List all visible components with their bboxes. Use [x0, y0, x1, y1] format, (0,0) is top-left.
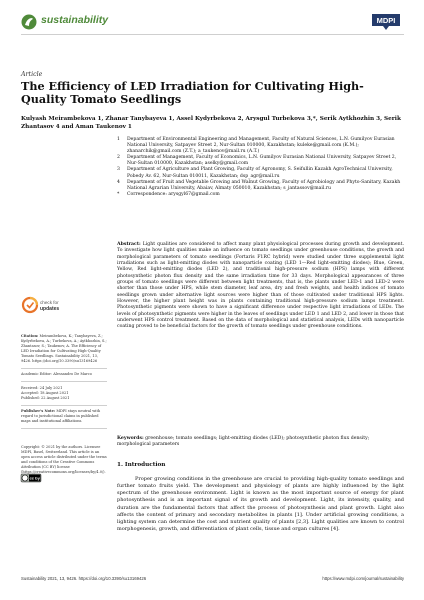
published-date: Published: 22 August 2021 — [21, 395, 70, 400]
check-text-line2: updates — [40, 306, 60, 312]
citation-block — [21, 334, 107, 364]
abstract-text: Light qualities are considered to affect many plant physiological processes during growth and development. To investigate how light qualities make an influence on tomato seedlings under greenhouse conditions, the growth and morphological parameters of tomato seedlings (Fortaris F1RC hybrid) were studied under three supplemental light irradiations such as light-emitting diodes with nanoparticle coating (LED 1—Red light-emitting diodes); Blue, Green, Yellow, Red light-emitting diodes (LED 2), and traditional high-pressure sodium (HPS) lamps with different photosynthetic photon flux density and the same irradiation time for 33 days. Morphological appearances of three groups of tomato seedlings were different between light treatments, that is, the plants under LED-1 and LED-2 were shorter than those under HPS, while stem diameter, leaf area, dry and fresh weights, and health indices of tomato seedlings grown under alternative light sources were higher than of those cultivated under traditional HPS lights. However, the higher plant height was in plants containing traditional high-pressure sodium lamps treatment. Photosynthetic pigments were shown to have a significant difference under respective light irradiations of LEDs. The levels of photosynthetic pigments were higher in the leaves of seedlings under LED 1 and LED 2, and lower in those that underwent HPS control treatment. Based on the data of morphological and statistical analysis, LEDs with nanoparticle coating proved to be beneficial factors for the growth of tomato seedlings under greenhouse conditions. — [117, 242, 404, 330]
affiliation-number: 2 — [117, 155, 120, 161]
publisher-note — [21, 409, 107, 424]
article-sidebar — [21, 334, 107, 478]
affiliation-text: Department of Fruit and Vegetable Growing and Walnut Growing, Faculty of Agrobiology and Phyto-Sanitary, Kazakh National Agrarian University, Abaiav, Almaty 050010, Kazakhstan; s_jantassov@mail.ru — [127, 179, 401, 191]
affiliation-number: 3 — [117, 167, 120, 173]
article-title: The Efficiency of LED Irradiation for Cultivating High-Quality Tomato Seedlings — [21, 79, 364, 107]
abstract — [117, 242, 404, 331]
keywords — [117, 436, 404, 449]
cc-by-license-icon[interactable] — [21, 474, 41, 482]
sidebar-divider — [21, 381, 107, 382]
affiliation-item — [117, 192, 404, 198]
copyright-text: Copyright: © 2021 by the authors. Licensee MDPI, Basel, Switzerland. This article is an open access article distributed under the terms and conditions of the Creative Commons Attribution (CC BY) license (https://creativecommons.org/licenses/by/4.0/). — [21, 444, 107, 474]
mdpi-logo-icon — [369, 12, 403, 31]
affiliation-number: 1 — [117, 137, 120, 142]
citation-label: Citation: — [21, 334, 39, 338]
mdpi-logo-text: MDPI — [376, 16, 396, 25]
publisher-note-text: MDPI stays neutral with regard to jurisdictional claims in published maps and institutional affiliations. — [21, 409, 101, 424]
affiliation-text: Department of Environmental Engineering and Management, Faculty of Natural Sciences, L.N. Gumilyov Eurasian National University, Satpayev Street 2, Nur-Sultan 010000, Kazakhstan; kuleke@gmail.com (K.M.); zhanarchik@gmail.com (Z.T.); a_taukenov@mail.ru (A.T.) — [127, 137, 395, 155]
citation-text[interactable]: Meirambekova, K.; Tanybayeva, Z.; Kydyrbekova, A.; Turbekova, A.; Aytkhozhin, S.; Zhantasov, S.; Taukenov, A. The Efficiency of LED Irradiation for Cultivating High-Quality Tomato Seedlings. Sustainability 2021, 13, 9426. https://doi.org/10.3390/su13169426 — [21, 334, 107, 363]
header-divider — [21, 34, 404, 35]
sustainability-logo-icon — [21, 14, 37, 30]
affiliation-number: 4 — [117, 179, 120, 185]
check-text-line1: check for — [40, 300, 59, 305]
received-date: Received: 24 July 2021 — [21, 385, 63, 390]
affiliation-item — [117, 180, 404, 192]
abstract-label: Abstract: — [117, 242, 141, 247]
affiliation-item — [117, 155, 404, 167]
accepted-date: Accepted: 18 August 2021 — [21, 390, 69, 395]
correspondence-text: Correspondence: arysgyl67@gmail.com — [127, 191, 220, 197]
footer-citation[interactable]: Sustainability 2021, 13, 9426. https://doi.org/10.3390/su13169426 — [21, 576, 147, 581]
cc-badge-spacer — [21, 433, 107, 445]
publisher-note-label: Publisher's Note: — [21, 409, 56, 414]
affiliation-number: * — [117, 191, 120, 197]
keywords-label: Keywords: — [117, 436, 144, 441]
affiliation-item — [117, 137, 404, 155]
journal-name: sustainability — [41, 14, 109, 26]
introduction-paragraph: Proper growing conditions in the greenhouse are crucial to providing high-quality tomato seedlings and further tomato fruits yield. The development and physiology of plants are highly influenced by the light spectrum of the greenhouse environment. Light is known as the most important source of energy for plant photosynthesis and is an important signal of its growth and development. Light, its intensity, quality, and duration are the fundamental factors that affect the process of photosynthesis and plant growth. Light also affects the content of primary and secondary metabolites in plants [1]. Under artificial growing conditions, a lighting system can determine the cost and nutrient quality of plants [2,3]. Light qualities are known to control morphogenesis, growth, and differentiation of plant cells, tissue and organ cultures [4]. — [117, 476, 404, 533]
sidebar-divider — [21, 368, 107, 369]
sidebar-divider — [21, 428, 107, 429]
academic-editor: Academic Editor: Alessandro De Marco — [21, 372, 92, 377]
check-for-updates-icon[interactable] — [21, 294, 60, 330]
article-type: Article — [21, 71, 43, 78]
section-heading: 1. Introduction — [117, 462, 166, 468]
affiliations — [117, 137, 404, 198]
sidebar-divider — [21, 405, 107, 406]
affiliation-text: Department of Management, Faculty of Economics, L.N. Gumilyov Eurasian National University, Satpayev Street 2, Nur-Sultan 010000, Kazakhstan; aselky@gmail.com — [127, 155, 397, 167]
keywords-text: greenhouse; tomato seedlings; light-emitting diodes (LED); photosynthetic photon flux density; morphological parameters — [117, 436, 370, 448]
author-list: Kulyash Meirambekova 1, Zhanar Tanybayeva 1, Assel Kydyrbekova 2, Arysgul Turbekova 3,*, Serik Aytkhozhin 3, Serik Zhantasov 4 and Aman Taukenov 1 — [21, 116, 401, 130]
footer-journal-link[interactable]: https://www.mdpi.com/journal/sustainability — [322, 576, 404, 581]
affiliation-text: Department of Agriculture and Plant Growing, Faculty of Agronomy, S. Seifullin Kazakh AgroTechnical University, Pobedy Av. 62, Nur-Sultan 010011, Kazakhstan; dsp_agr@mail.ru — [127, 167, 393, 179]
affiliation-item — [117, 167, 404, 179]
cc-badge-text: cc by — [29, 475, 40, 481]
